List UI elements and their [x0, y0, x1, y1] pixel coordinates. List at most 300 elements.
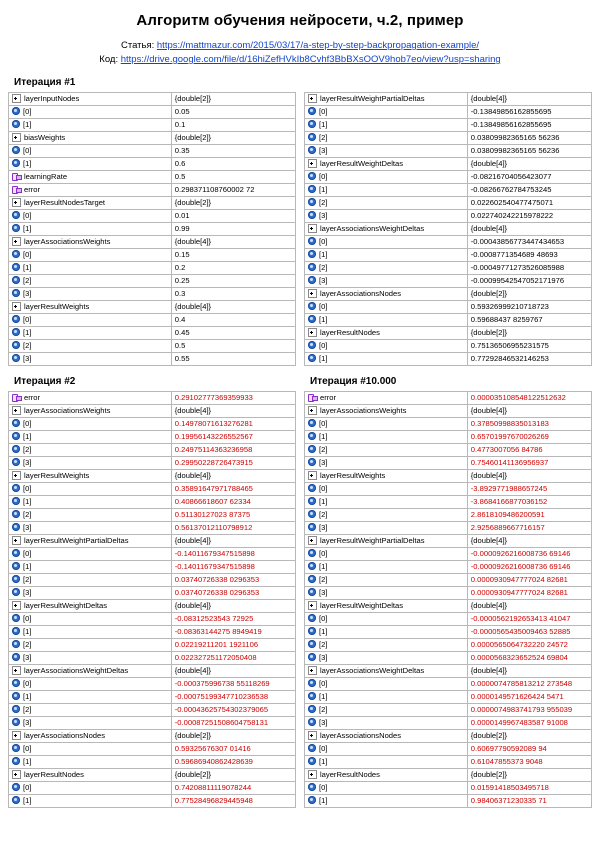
row-name-label: layerResultWeightPartialDeltas: [320, 94, 425, 103]
expander-icon[interactable]: [308, 601, 317, 610]
expander-icon[interactable]: [12, 198, 21, 207]
table-row[interactable]: [305, 158, 592, 171]
row-name-cell: [9, 626, 172, 639]
table-row[interactable]: [9, 548, 296, 561]
table-row[interactable]: [9, 769, 296, 782]
expander-icon[interactable]: [308, 406, 317, 415]
table-row[interactable]: [9, 314, 296, 327]
table-row[interactable]: [305, 652, 592, 665]
row-name-label: error: [24, 393, 41, 402]
row-value-cell[interactable]: 0.03740726338 0296353: [171, 587, 295, 600]
table-row[interactable]: [305, 301, 592, 314]
row-value-cell[interactable]: 0.56137012110798912: [171, 522, 295, 535]
table-row[interactable]: [9, 405, 296, 418]
expander-icon[interactable]: [308, 536, 317, 545]
value-bullet-icon: [12, 341, 20, 349]
row-value-cell[interactable]: -0.00099542547052171976: [467, 275, 591, 288]
row-name-label: [0]: [23, 315, 32, 324]
row-value-cell[interactable]: 0.59326999210718723: [467, 301, 591, 314]
row-value-cell[interactable]: -0.14011679347515898: [171, 548, 295, 561]
row-value-cell[interactable]: {double[4]}: [467, 535, 591, 548]
row-value-cell[interactable]: {double[4]}: [467, 600, 591, 613]
table-row[interactable]: [9, 522, 296, 535]
table-row[interactable]: [305, 509, 592, 522]
row-name-cell: [305, 743, 468, 756]
table-row[interactable]: [305, 132, 592, 145]
table-row[interactable]: [9, 301, 296, 314]
row-value-cell[interactable]: 0.14978071613276281: [171, 418, 295, 431]
row-value-cell[interactable]: -0.0000926216008736 69146: [467, 561, 591, 574]
row-name-cell: [9, 561, 172, 574]
row-name-cell: [305, 392, 468, 405]
table-row[interactable]: [305, 106, 592, 119]
table-row[interactable]: [305, 665, 592, 678]
expander-icon[interactable]: [308, 666, 317, 675]
row-value-cell[interactable]: 0.5: [171, 171, 295, 184]
row-value-cell[interactable]: 0.0000074983741793 955039: [467, 704, 591, 717]
row-value-cell[interactable]: {double[4]}: [467, 93, 591, 106]
table-row[interactable]: [305, 275, 592, 288]
table-row[interactable]: [305, 756, 592, 769]
row-value-cell[interactable]: {double[2]}: [467, 769, 591, 782]
table-row[interactable]: [305, 678, 592, 691]
table-row[interactable]: [9, 639, 296, 652]
row-name-label: [1]: [319, 497, 328, 506]
row-name-cell: [9, 106, 172, 119]
row-name-label: layerResultWeightDeltas: [320, 601, 404, 610]
row-value-cell[interactable]: 0.61047855373 9048: [467, 756, 591, 769]
row-name-label: [0]: [23, 783, 32, 792]
row-value-cell[interactable]: 0.03809982365165 56236: [467, 145, 591, 158]
table-row[interactable]: [305, 743, 592, 756]
table-row[interactable]: [305, 444, 592, 457]
row-name-label: [2]: [23, 510, 32, 519]
row-value-cell[interactable]: {double[2]}: [171, 197, 295, 210]
row-value-cell[interactable]: 0.298371108760002 72: [171, 184, 295, 197]
table-row[interactable]: [9, 509, 296, 522]
article-link[interactable]: https://mattmazur.com/2015/03/17/a-step-by-step-backpropagation-example/: [156, 40, 480, 51]
row-value-cell[interactable]: 0.55: [171, 353, 295, 366]
row-value-cell[interactable]: -0.14011679347515898: [171, 561, 295, 574]
row-value-cell[interactable]: 0.77292846532146253: [467, 353, 591, 366]
row-value-cell[interactable]: 2.9256889667716157: [467, 522, 591, 535]
value-bullet-icon: [12, 419, 20, 427]
row-value-cell[interactable]: {double[4]}: [467, 158, 591, 171]
expander-icon[interactable]: [12, 406, 21, 415]
row-value-cell[interactable]: 0.1: [171, 119, 295, 132]
row-value-cell[interactable]: {double[4]}: [467, 405, 591, 418]
expander-icon[interactable]: [12, 94, 21, 103]
table-row[interactable]: [9, 730, 296, 743]
row-name-cell: [305, 600, 468, 613]
table-row[interactable]: [305, 639, 592, 652]
table-row[interactable]: [305, 769, 592, 782]
row-name-cell: [9, 795, 172, 808]
table-row[interactable]: [305, 600, 592, 613]
row-value-cell[interactable]: 0.60697790592089 94: [467, 743, 591, 756]
row-value-cell[interactable]: 0.59686940862428639: [171, 756, 295, 769]
row-value-cell[interactable]: 0.37850998835013183: [467, 418, 591, 431]
row-name-cell: [9, 301, 172, 314]
expander-icon[interactable]: [308, 289, 317, 298]
table-row[interactable]: [9, 275, 296, 288]
value-bullet-icon: [308, 354, 316, 362]
row-value-cell[interactable]: -0.00043625754302379065: [171, 704, 295, 717]
source-links: [8, 39, 592, 67]
row-name-cell: [9, 249, 172, 262]
table-row[interactable]: [9, 262, 296, 275]
table-row[interactable]: [9, 106, 296, 119]
row-value-cell[interactable]: 0.74208811119078244: [171, 782, 295, 795]
row-value-cell[interactable]: 0.0000149967483587 91008: [467, 717, 591, 730]
row-value-cell[interactable]: {double[4]}: [171, 665, 295, 678]
row-name-cell: [305, 288, 468, 301]
table-row[interactable]: [9, 665, 296, 678]
expander-icon[interactable]: [12, 601, 21, 610]
table-row[interactable]: [305, 119, 592, 132]
table-row[interactable]: [305, 93, 592, 106]
table-row[interactable]: [9, 600, 296, 613]
value-bullet-icon: [12, 315, 20, 323]
row-name-label: [2]: [319, 133, 328, 142]
row-value-cell[interactable]: {double[2]}: [467, 327, 591, 340]
row-name-cell: [9, 327, 172, 340]
row-name-cell: [9, 145, 172, 158]
table-row[interactable]: [305, 210, 592, 223]
row-value-cell[interactable]: 0.45: [171, 327, 295, 340]
table-row[interactable]: [305, 561, 592, 574]
table-row[interactable]: [9, 288, 296, 301]
row-value-cell[interactable]: {double[2]}: [171, 132, 295, 145]
table-row[interactable]: [9, 470, 296, 483]
table-row[interactable]: [9, 704, 296, 717]
row-value-cell[interactable]: {double[2]}: [467, 288, 591, 301]
row-value-cell[interactable]: 0.000035108548122512632: [467, 392, 591, 405]
table-row[interactable]: [9, 782, 296, 795]
row-value-cell[interactable]: -0.00075199347710236538: [171, 691, 295, 704]
table-row[interactable]: [9, 574, 296, 587]
row-value-cell[interactable]: -0.0000562192653413 41047: [467, 613, 591, 626]
row-value-cell[interactable]: 0.6: [171, 158, 295, 171]
row-value-cell[interactable]: 0.59688437 8259767: [467, 314, 591, 327]
row-value-cell[interactable]: {double[4]}: [467, 470, 591, 483]
row-name-cell: [305, 613, 468, 626]
table-row[interactable]: [305, 535, 592, 548]
value-bullet-icon: [308, 315, 316, 323]
table-row[interactable]: [305, 392, 592, 405]
table-row[interactable]: [305, 496, 592, 509]
table-row[interactable]: [305, 470, 592, 483]
expander-icon[interactable]: [12, 133, 21, 142]
table-row[interactable]: [9, 691, 296, 704]
table-row[interactable]: [305, 184, 592, 197]
row-value-cell[interactable]: {double[4]}: [171, 535, 295, 548]
table-row[interactable]: [9, 678, 296, 691]
row-value-cell[interactable]: 0.5: [171, 340, 295, 353]
value-bullet-icon: [12, 744, 20, 752]
table-row[interactable]: [305, 262, 592, 275]
row-value-cell[interactable]: 0.98406371230335 71: [467, 795, 591, 808]
row-name-label: layerAssociationsNodes: [320, 731, 402, 740]
value-bullet-icon: [308, 744, 316, 752]
expander-icon[interactable]: [12, 666, 21, 675]
row-name-cell: [9, 587, 172, 600]
row-value-cell[interactable]: 0.022327251172050408: [171, 652, 295, 665]
row-value-cell[interactable]: 0.0000930947777024 82681: [467, 574, 591, 587]
table-row[interactable]: [9, 561, 296, 574]
expander-icon[interactable]: [12, 302, 21, 311]
table-row[interactable]: [9, 613, 296, 626]
table-row[interactable]: [9, 158, 296, 171]
row-name-label: [0]: [319, 679, 328, 688]
row-value-cell[interactable]: 0.0000565064732220 24572: [467, 639, 591, 652]
row-value-cell[interactable]: -0.08363144275 8949419: [171, 626, 295, 639]
row-value-cell[interactable]: -3.8684166877036152: [467, 496, 591, 509]
table-row[interactable]: [305, 483, 592, 496]
value-bullet-icon: [12, 432, 20, 440]
row-value-cell[interactable]: 0.75460141136956937: [467, 457, 591, 470]
table-row[interactable]: [305, 171, 592, 184]
row-name-label: [2]: [23, 276, 32, 285]
table-row[interactable]: [305, 574, 592, 587]
table-row[interactable]: [305, 327, 592, 340]
row-value-cell[interactable]: 0.0000930947777024 82681: [467, 587, 591, 600]
table-row[interactable]: [305, 457, 592, 470]
table-row[interactable]: [9, 652, 296, 665]
row-value-cell[interactable]: {double[4]}: [171, 600, 295, 613]
row-value-cell[interactable]: 0.4: [171, 314, 295, 327]
expander-icon[interactable]: [308, 224, 317, 233]
code-link[interactable]: https://drive.google.com/file/d/16hiZefHVkIb8Cvhf3BbBXsOOV9hob7eo/view?usp=sharing: [120, 54, 501, 65]
row-value-cell[interactable]: -0.08312523543 72925: [171, 613, 295, 626]
row-name-label: [1]: [319, 757, 328, 766]
row-value-cell[interactable]: {double[2]}: [171, 769, 295, 782]
table-row[interactable]: [9, 93, 296, 106]
value-bullet-icon: [308, 562, 316, 570]
table-row[interactable]: [305, 340, 592, 353]
row-value-cell[interactable]: 0.02219211201 1921106: [171, 639, 295, 652]
row-value-cell[interactable]: {double[4]}: [171, 301, 295, 314]
expander-icon[interactable]: [12, 237, 21, 246]
row-value-cell[interactable]: 0.35891647971788465: [171, 483, 295, 496]
row-name-cell: [305, 483, 468, 496]
row-name-label: [0]: [23, 107, 32, 116]
row-value-cell[interactable]: {double[4]}: [171, 236, 295, 249]
expander-icon[interactable]: [12, 471, 21, 480]
table-row[interactable]: [305, 249, 592, 262]
table-row[interactable]: [9, 756, 296, 769]
table-row[interactable]: [9, 457, 296, 470]
expander-icon[interactable]: [308, 94, 317, 103]
table-row[interactable]: [305, 223, 592, 236]
row-value-cell[interactable]: -0.00049771273526085988: [467, 262, 591, 275]
row-value-cell[interactable]: 0.0000074785813212 273548: [467, 678, 591, 691]
row-name-cell: [9, 470, 172, 483]
table-row[interactable]: [9, 327, 296, 340]
row-value-cell[interactable]: 0.77528496829445948: [171, 795, 295, 808]
table-row[interactable]: [9, 184, 296, 197]
value-bullet-icon: [12, 640, 20, 648]
table-row[interactable]: [9, 496, 296, 509]
row-value-cell[interactable]: 0.0000568323652524 69804: [467, 652, 591, 665]
row-value-cell[interactable]: {double[2]}: [171, 93, 295, 106]
table-row[interactable]: [9, 444, 296, 457]
row-value-cell[interactable]: -0.0008771354689 48693: [467, 249, 591, 262]
table-row[interactable]: [305, 795, 592, 808]
row-value-cell[interactable]: {double[2]}: [467, 730, 591, 743]
row-name-label: [0]: [319, 783, 328, 792]
row-name-cell: [9, 691, 172, 704]
expander-icon[interactable]: [308, 159, 317, 168]
table-row[interactable]: [305, 717, 592, 730]
expander-icon[interactable]: [12, 536, 21, 545]
row-name-cell: [9, 210, 172, 223]
table-row[interactable]: [305, 587, 592, 600]
table-row[interactable]: [305, 626, 592, 639]
row-value-cell[interactable]: 0.40866618607 62334: [171, 496, 295, 509]
row-value-cell[interactable]: 0.75136506955231575: [467, 340, 591, 353]
row-name-label: layerResultNodes: [320, 328, 380, 337]
table-row[interactable]: [305, 548, 592, 561]
row-name-cell: [305, 522, 468, 535]
row-name-cell: [9, 483, 172, 496]
row-name-label: [3]: [319, 523, 328, 532]
table-row[interactable]: [305, 782, 592, 795]
table-row[interactable]: [305, 145, 592, 158]
row-value-cell[interactable]: 0.0000149571626424 5471: [467, 691, 591, 704]
table-row[interactable]: [305, 236, 592, 249]
table-row[interactable]: [9, 717, 296, 730]
row-value-cell[interactable]: -0.08216704056423077: [467, 171, 591, 184]
row-value-cell[interactable]: -0.08266762784753245: [467, 184, 591, 197]
table-row[interactable]: [9, 587, 296, 600]
table-row[interactable]: [305, 418, 592, 431]
value-bullet-icon: [12, 458, 20, 466]
row-value-cell[interactable]: {double[4]}: [171, 470, 295, 483]
table-row[interactable]: [9, 145, 296, 158]
table-row[interactable]: [9, 249, 296, 262]
table-row[interactable]: [305, 314, 592, 327]
row-value-cell[interactable]: 0.19956143226552567: [171, 431, 295, 444]
row-value-cell[interactable]: 0.2: [171, 262, 295, 275]
row-value-cell[interactable]: 0.51130127023 87375: [171, 509, 295, 522]
row-value-cell[interactable]: 0.4773007056 84786: [467, 444, 591, 457]
row-value-cell[interactable]: 0.01: [171, 210, 295, 223]
row-value-cell[interactable]: 0.25: [171, 275, 295, 288]
row-name-cell: [9, 717, 172, 730]
row-value-cell[interactable]: {double[2]}: [171, 730, 295, 743]
table-row[interactable]: [305, 197, 592, 210]
row-value-cell[interactable]: 0.03740726338 0296353: [171, 574, 295, 587]
watch-table: [8, 391, 296, 808]
value-bullet-icon: [12, 211, 20, 219]
expander-icon[interactable]: [12, 731, 21, 740]
row-value-cell[interactable]: 0.022740242215978222: [467, 210, 591, 223]
table-row[interactable]: [305, 353, 592, 366]
row-value-cell[interactable]: 0.99: [171, 223, 295, 236]
row-name-cell: [9, 704, 172, 717]
row-value-cell[interactable]: 0.59325676307 01416: [171, 743, 295, 756]
table-row[interactable]: [9, 132, 296, 145]
table-row[interactable]: [305, 704, 592, 717]
row-value-cell[interactable]: 0.24975114363236958: [171, 444, 295, 457]
value-bullet-icon: [308, 185, 316, 193]
row-name-cell: [9, 743, 172, 756]
table-row[interactable]: [9, 535, 296, 548]
row-value-cell[interactable]: -0.13849856162855695: [467, 106, 591, 119]
table-row[interactable]: [9, 743, 296, 756]
value-bullet-icon: [308, 653, 316, 661]
table-row[interactable]: [305, 730, 592, 743]
table-row[interactable]: [9, 171, 296, 184]
row-value-cell[interactable]: 0.03809982365165 56236: [467, 132, 591, 145]
table-row[interactable]: [9, 392, 296, 405]
expander-icon[interactable]: [308, 770, 317, 779]
row-value-cell[interactable]: 0.15: [171, 249, 295, 262]
table-row[interactable]: [9, 418, 296, 431]
row-name-cell: [9, 262, 172, 275]
row-value-cell[interactable]: {double[4]}: [171, 405, 295, 418]
expander-icon[interactable]: [308, 328, 317, 337]
row-value-cell[interactable]: 0.022602540477475071: [467, 197, 591, 210]
expander-icon[interactable]: [308, 471, 317, 480]
table-row[interactable]: [9, 236, 296, 249]
table-row[interactable]: [9, 353, 296, 366]
expander-icon[interactable]: [308, 731, 317, 740]
row-value-cell[interactable]: -0.13849856162855695: [467, 119, 591, 132]
row-value-cell[interactable]: -3.8929771988657245: [467, 483, 591, 496]
table-row[interactable]: [305, 431, 592, 444]
row-value-cell[interactable]: {double[4]}: [467, 665, 591, 678]
table-row[interactable]: [9, 483, 296, 496]
table-row[interactable]: [305, 288, 592, 301]
row-value-cell[interactable]: -0.0000565435009463 52885: [467, 626, 591, 639]
table-row[interactable]: [9, 340, 296, 353]
table-row[interactable]: [9, 431, 296, 444]
row-value-cell[interactable]: 0.29102777369359933: [171, 392, 295, 405]
row-name-label: layerAssociationsNodes: [320, 289, 402, 298]
row-value-cell[interactable]: 2.8618109486200591: [467, 509, 591, 522]
row-value-cell[interactable]: 0.3: [171, 288, 295, 301]
row-name-label: layerResultNodes: [320, 770, 380, 779]
row-value-cell[interactable]: -0.00043856773447434653: [467, 236, 591, 249]
row-name-label: layerInputNodes: [24, 94, 80, 103]
table-row[interactable]: [9, 626, 296, 639]
row-name-cell: [305, 301, 468, 314]
table-row[interactable]: [9, 119, 296, 132]
table-row[interactable]: [305, 405, 592, 418]
table-row[interactable]: [305, 691, 592, 704]
row-value-cell[interactable]: 0.29950228726473915: [171, 457, 295, 470]
expander-icon[interactable]: [12, 770, 21, 779]
table-row[interactable]: [9, 223, 296, 236]
table-row[interactable]: [9, 795, 296, 808]
table-row[interactable]: [9, 210, 296, 223]
table-row[interactable]: [305, 613, 592, 626]
row-value-cell[interactable]: 0.65701997670026269: [467, 431, 591, 444]
row-value-cell[interactable]: 0.05: [171, 106, 295, 119]
row-value-cell[interactable]: {double[4]}: [467, 223, 591, 236]
row-value-cell[interactable]: 0.01591418503495718: [467, 782, 591, 795]
row-value-cell[interactable]: -0.000375996738 55118269: [171, 678, 295, 691]
row-name-label: [0]: [319, 172, 328, 181]
table-row[interactable]: [9, 197, 296, 210]
value-bullet-icon: [308, 445, 316, 453]
row-value-cell[interactable]: -0.00087251508604758131: [171, 717, 295, 730]
table-row[interactable]: [305, 522, 592, 535]
row-value-cell[interactable]: -0.0000926216008736 69146: [467, 548, 591, 561]
row-value-cell[interactable]: 0.35: [171, 145, 295, 158]
